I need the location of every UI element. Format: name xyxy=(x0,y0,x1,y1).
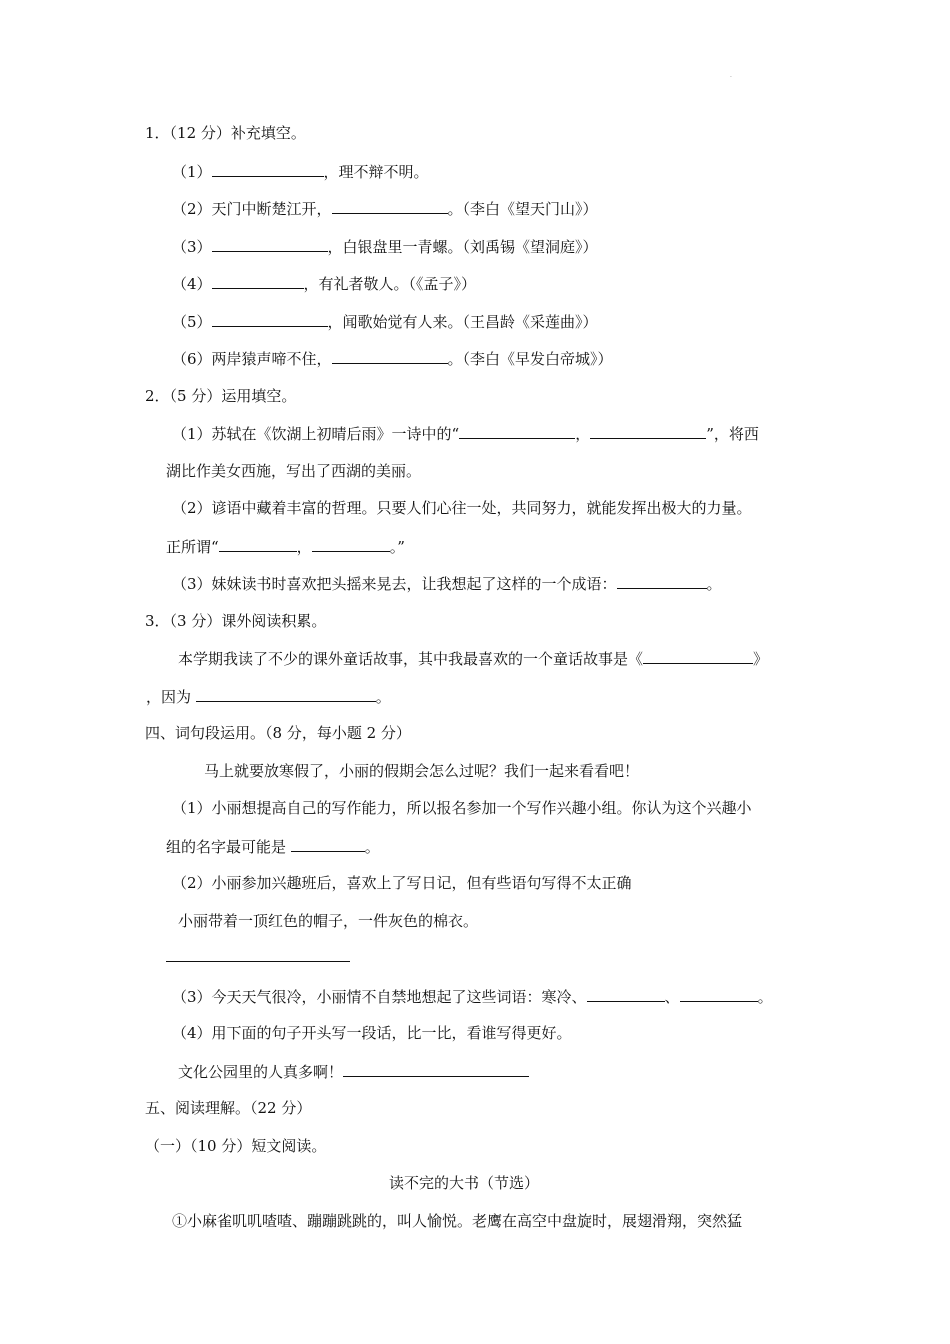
line-prefix: 组的名字最可能是 xyxy=(166,838,291,856)
line-suffix: ，白银盘里一青螺。（刘禹锡《望洞庭》） xyxy=(327,238,598,256)
answer-blank[interactable] xyxy=(166,946,350,962)
answer-blank[interactable] xyxy=(212,161,324,177)
section-4-heading: 四、词句段运用。（8 分，每小题 2 分） xyxy=(145,724,411,742)
line-prefix: 正所谓“ xyxy=(166,538,219,556)
corner-mark: · xyxy=(730,74,732,81)
line-suffix: 》 xyxy=(753,650,769,668)
s4-item-2-answer-line xyxy=(166,946,350,967)
passage-paragraph-1: ①小麻雀叽叽喳喳、蹦蹦跳跳的，叫人愉悦。老鹰在高空中盘旋时，展翅滑翔，突然猛 xyxy=(172,1212,743,1230)
q3-line-2 xyxy=(146,686,391,707)
line-suffix: 。（李白《早发白帝城》） xyxy=(447,350,613,368)
q1-item-3 xyxy=(172,236,598,257)
answer-blank[interactable] xyxy=(332,348,448,364)
line-suffix: 。 xyxy=(375,688,391,706)
answer-blank[interactable] xyxy=(212,273,304,289)
answer-blank[interactable] xyxy=(219,536,297,552)
s4-item-1: （1）小丽想提高自己的写作能力，所以报名参加一个写作兴趣小组。你认为这个兴趣小 xyxy=(172,799,752,817)
q2-item-3 xyxy=(172,573,722,594)
answer-blank[interactable] xyxy=(590,423,706,439)
section-4-intro: 马上就要放寒假了，小丽的假期会怎么过呢？我们一起来看看吧！ xyxy=(204,762,640,780)
s4-item-2-sentence: 小丽带着一顶红色的帽子，一件灰色的棉衣。 xyxy=(178,912,479,930)
line-prefix: （2）天门中断楚江开， xyxy=(172,200,332,218)
passage-title: 读不完的大书（节选） xyxy=(389,1174,540,1192)
line-suffix: 。” xyxy=(389,538,405,556)
part-1-heading: （一）（10 分）短文阅读。 xyxy=(145,1137,327,1155)
line-suffix: 。 xyxy=(757,988,773,1006)
answer-blank[interactable] xyxy=(343,1061,529,1077)
q2-item-1 xyxy=(172,423,759,444)
q1-item-1 xyxy=(172,161,429,182)
answer-blank[interactable] xyxy=(196,686,376,702)
line-prefix: （3）妹妹读书时喜欢把头摇来晃去，让我想起了这样的一个成语： xyxy=(172,575,617,593)
line-prefix: 文化公园里的人真多啊！ xyxy=(178,1063,344,1081)
line-suffix: ，闻歌始觉有人来。（王昌龄《采莲曲》） xyxy=(327,313,598,331)
q2-item-2: （2）谚语中藏着丰富的哲理。只要人们心往一处，共同努力，就能发挥出极大的力量。 xyxy=(172,499,752,517)
s4-item-4-prompt xyxy=(178,1061,529,1082)
q2-item-2-cont xyxy=(166,536,405,557)
line-prefix: ，因为 xyxy=(146,688,196,706)
line-suffix: 。（李白《望天门山》） xyxy=(447,200,598,218)
answer-blank[interactable] xyxy=(643,648,753,664)
answer-blank[interactable] xyxy=(291,836,365,852)
line-prefix: （1） xyxy=(172,163,212,181)
answer-blank[interactable] xyxy=(212,311,328,327)
line-prefix: （6）两岸猿声啼不住， xyxy=(172,350,332,368)
line-suffix: ”，将西 xyxy=(706,425,759,443)
answer-blank[interactable] xyxy=(617,573,707,589)
answer-blank[interactable] xyxy=(680,986,758,1002)
q1-item-5 xyxy=(172,311,598,332)
line-suffix: ，有礼者敬人。（《孟子》） xyxy=(303,275,477,293)
q1-item-4 xyxy=(172,273,476,294)
question-2-heading: 2．（5 分）运用填空。 xyxy=(145,387,297,405)
line-prefix: （3）今天天气很冷，小丽情不自禁地想起了这些词语：寒冷、 xyxy=(172,988,587,1006)
s4-item-2: （2）小丽参加兴趣班后，喜欢上了写日记，但有些语句写得不太正确 xyxy=(172,874,632,892)
line-prefix: （4） xyxy=(172,275,212,293)
q2-item-1-cont: 湖比作美女西施，写出了西湖的美丽。 xyxy=(166,462,422,480)
line-suffix: ，理不辩不明。 xyxy=(323,163,429,181)
s4-item-1-cont xyxy=(166,836,380,857)
line-prefix: （5） xyxy=(172,313,212,331)
line-prefix: 本学期我读了不少的课外童话故事，其中我最喜欢的一个童话故事是《 xyxy=(178,650,644,668)
answer-blank[interactable] xyxy=(587,986,665,1002)
s4-item-4: （4）用下面的句子开头写一段话，比一比，看谁写得更好。 xyxy=(172,1024,572,1042)
answer-blank[interactable] xyxy=(332,198,448,214)
question-1-heading: 1．（12 分）补充填空。 xyxy=(145,124,306,142)
line-middle: ， xyxy=(575,425,591,443)
line-prefix: （1）苏轼在《饮湖上初晴后雨》一诗中的“ xyxy=(172,425,460,443)
question-3-heading: 3．（3 分）课外阅读积累。 xyxy=(145,612,327,630)
answer-blank[interactable] xyxy=(212,236,328,252)
line-middle: 、 xyxy=(664,988,680,1006)
line-suffix: 。 xyxy=(706,575,722,593)
q1-item-2 xyxy=(172,198,598,219)
q3-line-1 xyxy=(178,648,768,669)
line-middle: ， xyxy=(296,538,312,556)
answer-blank[interactable] xyxy=(459,423,575,439)
answer-blank[interactable] xyxy=(312,536,390,552)
q1-item-6 xyxy=(172,348,613,369)
line-prefix: （3） xyxy=(172,238,212,256)
line-suffix: 。 xyxy=(364,838,380,856)
s4-item-3 xyxy=(172,986,773,1007)
section-5-heading: 五、阅读理解。（22 分） xyxy=(145,1099,312,1117)
